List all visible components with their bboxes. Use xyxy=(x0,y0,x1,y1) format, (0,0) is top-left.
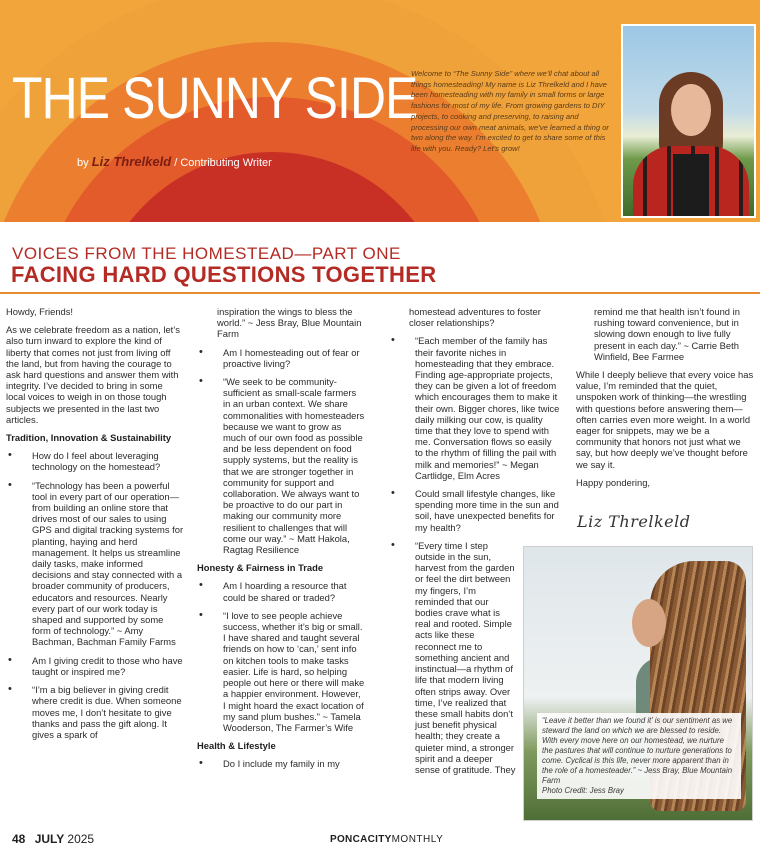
column-intro: Welcome to “The Sunny Side” where we’ll chat about all things homesteading! My name is Liz Threlkeld and I have been homesteading with my family in small forms or large fashions for most of my life. From growing gardens to DIY projects, to cooking and preserving, to raising and processing our own meat animals, we’ve learned a thing or two along the way. I’m excited to get to share some of this life with you. Ready? Let’s grow! xyxy=(411,69,609,153)
issue-year: 2025 xyxy=(67,832,95,846)
list-item xyxy=(197,580,365,602)
list-item xyxy=(6,684,184,740)
homesteader-photo-face xyxy=(632,599,666,647)
greeting: Howdy, Friends! xyxy=(6,306,74,317)
byline xyxy=(77,154,272,169)
photo-credit: Photo Credit: Jess Bray xyxy=(542,786,624,795)
publication-name-light: MONTHLY xyxy=(391,834,444,845)
list-item xyxy=(197,347,365,369)
author-photo-face xyxy=(671,84,711,136)
list-item-text: Could small lifestyle changes, like spending more time in the sun and soil, have unexpected benefits for my health? xyxy=(415,488,559,533)
list-item-text: Do I include my family in my xyxy=(223,758,340,770)
list-item-text: How do I feel about leveraging technology on the homestead? xyxy=(32,450,161,473)
bullet-icon: • xyxy=(391,487,395,500)
list-item xyxy=(6,655,184,677)
continued-text: homestead adventures to foster closer relationships? xyxy=(409,306,541,329)
section-heading-tradition: Tradition, Innovation & Sustainability xyxy=(6,432,172,444)
bullet-list xyxy=(197,347,365,556)
publication-name-bold: PONCACITY xyxy=(330,834,392,845)
article-kicker: VOICES FROM THE HOMESTEAD—PART ONE xyxy=(12,244,401,263)
photo-caption-quote: “Leave it better than we found it’ is our sentiment as we steward the land on which we are blessed to reside. With every move here on our homestead, we nurture the pastures that will continue to nurture generations to come. Cyclical is this life, never more apparent than in the role of a homesteader.” ~ Jess Bray, Blue Mountain Farm xyxy=(542,716,733,785)
byline-prefix: by xyxy=(77,157,89,169)
list-item xyxy=(389,540,517,775)
closing-paragraph: While I deeply believe that every voice has value, I’m reminded that the quiet, unspoken work of thinking—the wrestling with questions before answering them—often carries even more weight. In a world eager for snippets, may we be a community that honors not just what we say, but how deeply we’ve thought before we say it. xyxy=(576,369,754,470)
list-item-text: “Every time I step outside in the sun, harvest from the garden or feel the dirt between my fingers, I’m reminded that our bodies crave what is real and rooted. Simple acts like these reconnect me to something ancient and instinctual—a rhythm of life that modern living often strips away. Over time, I’ve realized that these small habits don’t just benefit physical health; they create a quieter mind, a stronger spirit and a deeper sense of gratitude. They xyxy=(415,539,516,775)
bullet-icon: • xyxy=(199,345,203,358)
byline-role: / Contributing Writer xyxy=(174,157,272,169)
list-item-text: Am I homesteading out of fear or proactive living? xyxy=(223,346,360,369)
bullet-icon: • xyxy=(391,538,395,551)
photo-caption xyxy=(537,713,741,799)
section-heading-honesty: Honesty & Fairness in Trade xyxy=(197,562,324,574)
author-photo xyxy=(621,24,756,218)
bullet-icon: • xyxy=(8,653,12,666)
list-item xyxy=(6,480,184,648)
text-column-1 xyxy=(6,306,184,747)
bullet-icon: • xyxy=(199,757,203,770)
list-item xyxy=(197,610,365,733)
section-heading-health: Health & Lifestyle xyxy=(197,740,276,752)
signoff: Happy pondering, xyxy=(576,476,651,488)
bullet-icon: • xyxy=(199,579,203,592)
bullet-list xyxy=(197,580,365,733)
list-item-text: Am I hoarding a resource that could be shared or traded? xyxy=(223,580,347,603)
bullet-icon: • xyxy=(199,608,203,621)
bullet-list xyxy=(197,758,365,769)
bullet-icon: • xyxy=(199,375,203,388)
bullet-icon: • xyxy=(8,683,12,696)
list-item-text: “I love to see people achieve success, whether it’s big or small. I have shared and taught several friends on how to ‘can,’ sent info on kitchen tools to make tasks easier. Life is hard, so helping people out here or there will make a happier environment. However, I might hoard the exact location of my sand plum bushes.” ~ Tamela Wooderson, The Farmer’s Wife xyxy=(223,609,365,733)
list-item xyxy=(389,488,561,533)
column-title: THE SUNNY SIDE xyxy=(12,66,418,131)
list-item xyxy=(197,758,365,769)
list-item xyxy=(6,450,184,472)
list-item-text: “We seek to be community-sufficient as small-scale farmers in an urban context. We share commonalities with homesteaders because we want to grow as much of our own food as possible and be less dependent on food supply systems, but the reality is that we are stronger together in community for support and collaboration. We always want to be proactive to do our part in making our community more resilient to challenges that will come our way.” ~ Matt Hakola, Ragtag Resilience xyxy=(223,376,365,556)
issue-month: JULY xyxy=(34,832,65,846)
list-item-text: “Technology has been a powerful tool in every part of our operation—from building an online store that drives most of our sales to using GPS and digital tracking systems for planting, haying and herd management. It helps us streamline daily tasks, make informed decisions and stay connected with a broader community of producers, educators and resources. Nearly every part of our work today is shaped and supported by some form of technology.” ~ Amy Bachman, Bachman Family Farms xyxy=(32,479,184,648)
bullet-icon: • xyxy=(391,334,395,347)
bullet-list xyxy=(6,450,184,740)
author-photo-top xyxy=(673,154,709,218)
divider-rule xyxy=(0,292,760,294)
page-number: 48 xyxy=(12,832,26,846)
bullet-icon: • xyxy=(8,449,12,462)
handwritten-signature: Liz Threlkeld xyxy=(577,512,691,531)
continued-text: inspiration the wings to bless the world.” ~ Jess Bray, Blue Mountain Farm xyxy=(217,306,362,340)
publication-logo xyxy=(330,834,443,845)
title-banner xyxy=(0,0,760,222)
author-name: Liz Threlkeld xyxy=(91,154,172,169)
list-item-text: “I’m a big believer in giving credit where credit is due. When someone moves me, I don’t hesitate to give thanks and pass the gift along. It gives a spark of xyxy=(32,684,182,740)
page-footer-left xyxy=(12,832,94,846)
text-column-2 xyxy=(197,306,365,777)
text-column-4 xyxy=(576,306,756,495)
list-item-text: Am I giving credit to those who have taught or inspired me? xyxy=(32,654,183,677)
list-item xyxy=(197,376,365,555)
bullet-icon: • xyxy=(8,478,12,491)
list-item-text: “Each member of the family has their favorite niches in homesteading that they embrace. Finding age-appropriate projects, they can be given a lot of freedom which encourages them to make it their own. Bigger chores, like twice daily milking our cow, is quality time that they love to spend with me. Conversation flows so easily to the rhythm of filling the pail with milk and memories!” ~ Megan Cartlidge, Elm Acres xyxy=(415,335,560,481)
list-item xyxy=(389,335,561,481)
continued-text: remind me that health isn’t found in rushing toward convenience, but in slowing down enough to live fully present in each day.” ~ Carrie Beth Winfield, Bee Farmee xyxy=(594,306,740,362)
intro-paragraph: As we celebrate freedom as a nation, let’s also turn inward to explore the kind of liberty that comes not just from living off the land, but from having the courage to ask hard questions and answer them with integrity. I’ve decided to bring in some local voices to weigh in on those tough subjects we presented in the last two articles. xyxy=(6,324,180,425)
article-headline: FACING HARD QUESTIONS TOGETHER xyxy=(11,262,437,287)
